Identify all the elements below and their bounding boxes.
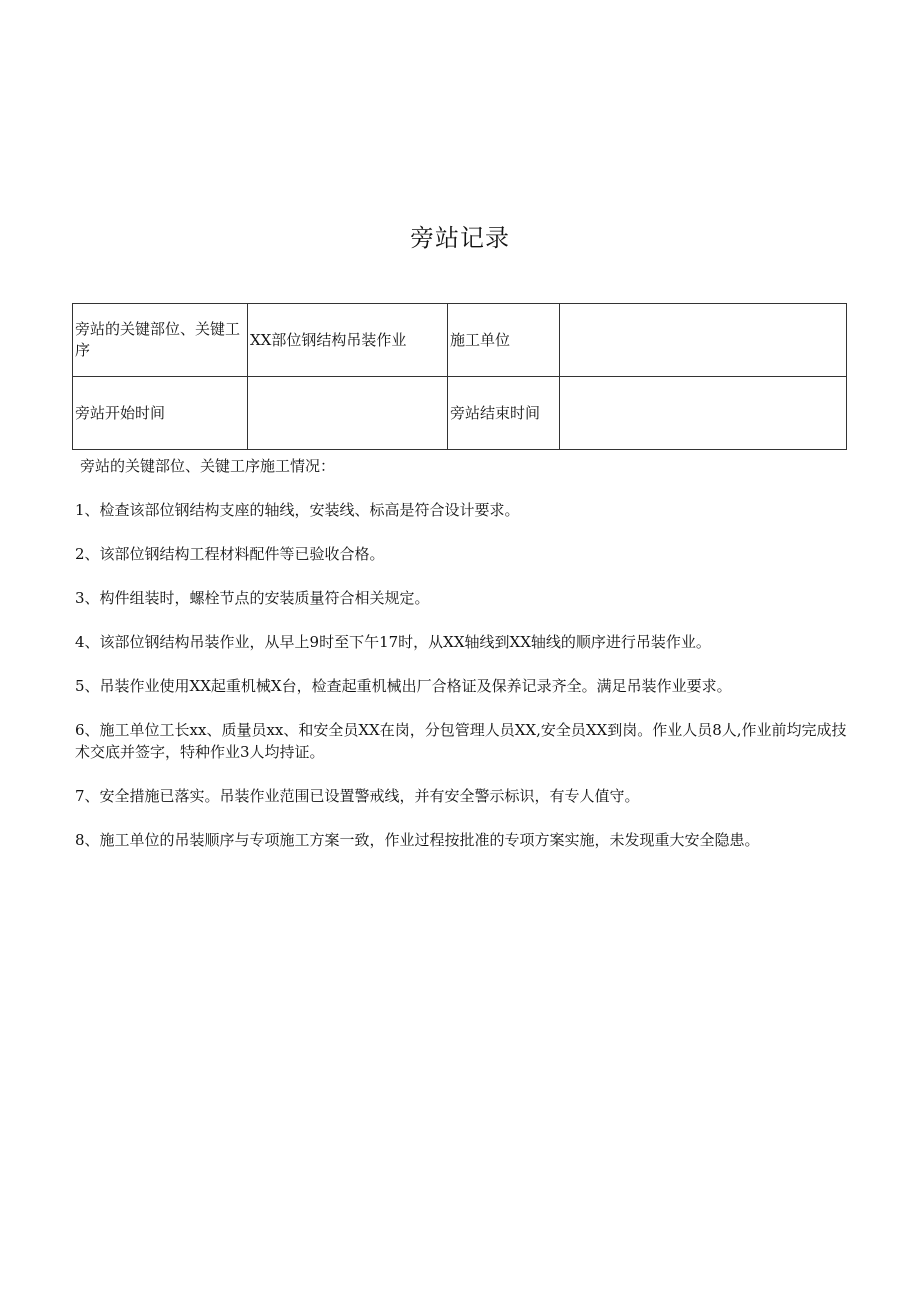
situation-heading: 旁站的关键部位、关键工序施工情况：	[80, 457, 336, 475]
end-time-value	[560, 377, 847, 450]
list-item: 6、施工单位工长xx、质量员xx、和安全员XX在岗，分包管理人员XX,安全员XX到岗。作业人员8人,作业前均完成技术交底并签字，特种作业3人均持证。	[75, 721, 847, 761]
list-item: 1、检查该部位钢结构支座的轴线，安装线、标高是符合设计要求。	[75, 501, 520, 519]
start-time-value	[248, 377, 448, 450]
list-item: 2、该部位钢结构工程材料配件等已验收合格。	[75, 545, 385, 563]
key-position-label: 旁站的关键部位、关键工序	[73, 304, 248, 377]
key-position-value: XX部位钢结构吊装作业	[248, 304, 448, 377]
construction-situation	[75, 455, 855, 851]
end-time-label: 旁站结束时间	[448, 377, 560, 450]
page-title: 旁站记录	[410, 224, 510, 252]
contractor-label: 施工单位	[448, 304, 560, 377]
list-item: 7、安全措施已落实。吊装作业范围已设置警戒线，并有安全警示标识，有专人值守。	[75, 787, 640, 805]
table-row	[73, 304, 847, 377]
list-item: 3、构件组装时，螺栓节点的安装质量符合相关规定。	[75, 589, 430, 607]
start-time-label: 旁站开始时间	[73, 377, 248, 450]
table-row	[73, 377, 847, 450]
list-item: 8、施工单位的吊装顺序与专项施工方案一致，作业过程按批准的专项方案实施，未发现重大安全隐患。	[75, 831, 760, 849]
list-item: 5、吊装作业使用XX起重机械X台，检查起重机械出厂合格证及保养记录齐全。满足吊装作业要求。	[75, 677, 732, 695]
list-item: 4、该部位钢结构吊装作业，从早上9时至下午17时，从XX轴线到XX轴线的顺序进行吊装作业。	[75, 633, 711, 651]
contractor-value	[560, 304, 847, 377]
record-table	[72, 303, 847, 450]
